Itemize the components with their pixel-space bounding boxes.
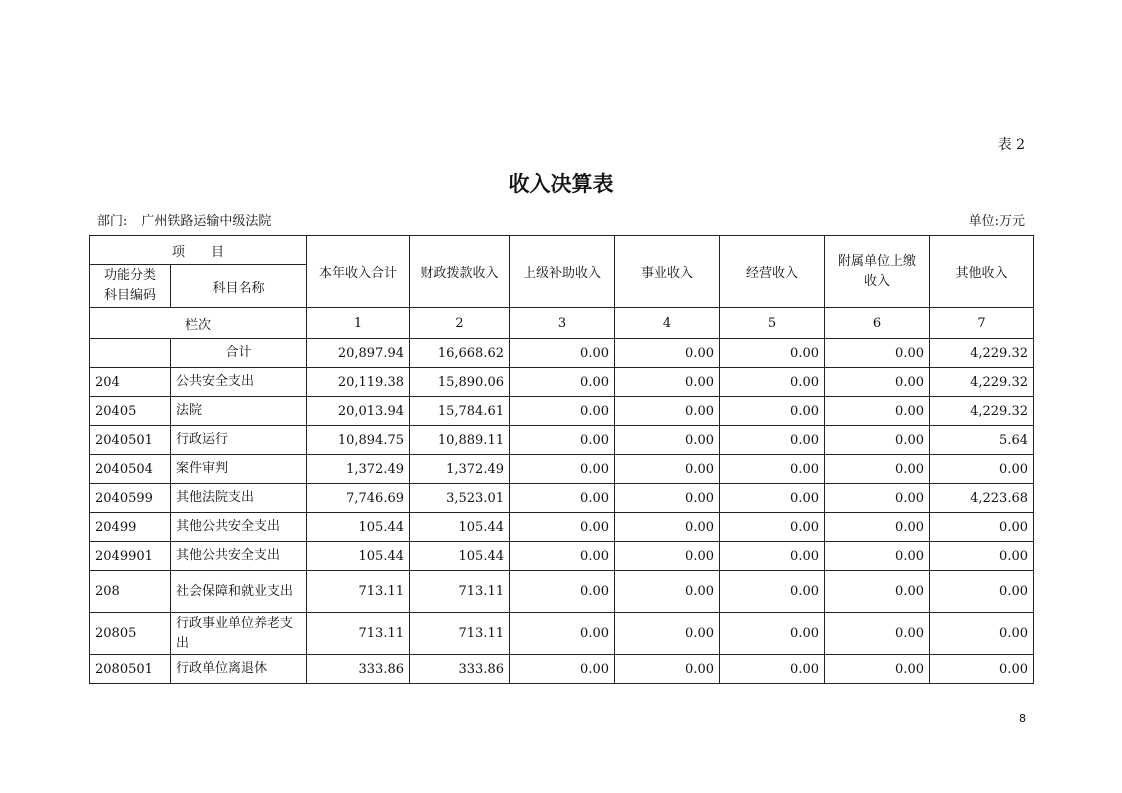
row-name: 行政事业单位养老支出 xyxy=(171,613,307,655)
row-value-col-1: 10,894.75 xyxy=(307,426,410,455)
row-value-col-7: 0.00 xyxy=(930,542,1034,571)
row-name: 社会保障和就业支出 xyxy=(171,571,307,613)
row-value-col-5: 0.00 xyxy=(720,426,825,455)
row-value-col-5: 0.00 xyxy=(720,613,825,655)
row-value-col-2: 16,668.62 xyxy=(410,339,510,368)
row-value-col-1: 7,746.69 xyxy=(307,484,410,513)
header-code: 功能分类 科目编码 xyxy=(90,265,171,308)
row-value-col-4: 0.00 xyxy=(615,426,720,455)
row-value-col-4: 0.00 xyxy=(615,571,720,613)
row-value-col-3: 0.00 xyxy=(510,542,615,571)
row-value-col-3: 0.00 xyxy=(510,426,615,455)
row-value-col-2: 3,523.01 xyxy=(410,484,510,513)
row-value-col-3: 0.00 xyxy=(510,368,615,397)
table-row xyxy=(90,339,1034,368)
row-value-col-3: 0.00 xyxy=(510,397,615,426)
row-value-col-4: 0.00 xyxy=(615,542,720,571)
table-row xyxy=(90,455,1034,484)
row-value-col-6: 0.00 xyxy=(825,397,930,426)
table-row xyxy=(90,426,1034,455)
row-name: 公共安全支出 xyxy=(171,368,307,397)
rowno-1: 1 xyxy=(307,308,410,339)
row-value-col-4: 0.00 xyxy=(615,397,720,426)
row-value-col-1: 105.44 xyxy=(307,513,410,542)
row-value-col-2: 105.44 xyxy=(410,513,510,542)
row-value-col-4: 0.00 xyxy=(615,484,720,513)
row-code: 2040504 xyxy=(90,455,171,484)
table-number: 表 2 xyxy=(997,137,1025,153)
row-value-col-2: 713.11 xyxy=(410,613,510,655)
row-value-col-7: 0.00 xyxy=(930,513,1034,542)
table-row xyxy=(90,397,1034,426)
header-col-5: 经营收入 xyxy=(720,236,825,308)
row-value-col-6: 0.00 xyxy=(825,426,930,455)
header-col-3: 上级补助收入 xyxy=(510,236,615,308)
row-value-col-2: 1,372.49 xyxy=(410,455,510,484)
row-name: 行政运行 xyxy=(171,426,307,455)
department-name: 广州铁路运输中级法院 xyxy=(141,214,272,229)
row-value-col-7: 0.00 xyxy=(930,655,1034,684)
row-value-col-7: 5.64 xyxy=(930,426,1034,455)
row-code: 20805 xyxy=(90,613,171,655)
row-name: 合计 xyxy=(171,339,307,368)
row-value-col-5: 0.00 xyxy=(720,455,825,484)
row-value-col-5: 0.00 xyxy=(720,655,825,684)
table-row xyxy=(90,513,1034,542)
row-value-col-1: 1,372.49 xyxy=(307,455,410,484)
row-value-col-1: 105.44 xyxy=(307,542,410,571)
row-value-col-7: 0.00 xyxy=(930,613,1034,655)
row-value-col-7: 0.00 xyxy=(930,571,1034,613)
row-value-col-2: 333.86 xyxy=(410,655,510,684)
row-value-col-6: 0.00 xyxy=(825,513,930,542)
row-name: 法院 xyxy=(171,397,307,426)
row-value-col-7: 0.00 xyxy=(930,455,1034,484)
row-value-col-1: 713.11 xyxy=(307,571,410,613)
row-value-col-5: 0.00 xyxy=(720,484,825,513)
row-name: 案件审判 xyxy=(171,455,307,484)
row-value-col-5: 0.00 xyxy=(720,368,825,397)
row-value-col-4: 0.00 xyxy=(615,613,720,655)
rowno-2: 2 xyxy=(410,308,510,339)
row-value-col-6: 0.00 xyxy=(825,655,930,684)
table-row xyxy=(90,368,1034,397)
row-code: 2049901 xyxy=(90,542,171,571)
row-code: 20499 xyxy=(90,513,171,542)
row-value-col-3: 0.00 xyxy=(510,513,615,542)
rowno-3: 3 xyxy=(510,308,615,339)
page-number: 8 xyxy=(1019,712,1026,725)
income-table xyxy=(89,235,1034,684)
table-row xyxy=(90,542,1034,571)
row-value-col-2: 10,889.11 xyxy=(410,426,510,455)
row-value-col-7: 4,229.32 xyxy=(930,397,1034,426)
row-value-col-5: 0.00 xyxy=(720,397,825,426)
header-col-6: 附属单位上缴 收入 xyxy=(825,236,930,308)
row-code: 2040501 xyxy=(90,426,171,455)
row-value-col-4: 0.00 xyxy=(615,655,720,684)
row-code: 2040599 xyxy=(90,484,171,513)
report-title: 收入决算表 xyxy=(508,172,614,196)
row-code: 204 xyxy=(90,368,171,397)
row-value-col-5: 0.00 xyxy=(720,542,825,571)
header-name: 科目名称 xyxy=(171,265,307,308)
row-value-col-6: 0.00 xyxy=(825,484,930,513)
row-code: 208 xyxy=(90,571,171,613)
row-value-col-6: 0.00 xyxy=(825,455,930,484)
row-value-col-3: 0.00 xyxy=(510,484,615,513)
row-value-col-5: 0.00 xyxy=(720,513,825,542)
row-value-col-3: 0.00 xyxy=(510,613,615,655)
row-value-col-6: 0.00 xyxy=(825,613,930,655)
row-value-col-3: 0.00 xyxy=(510,571,615,613)
table-row xyxy=(90,484,1034,513)
row-name: 行政单位离退休 xyxy=(171,655,307,684)
row-value-col-6: 0.00 xyxy=(825,571,930,613)
row-value-col-5: 0.00 xyxy=(720,339,825,368)
row-value-col-1: 333.86 xyxy=(307,655,410,684)
row-value-col-7: 4,229.32 xyxy=(930,368,1034,397)
row-code xyxy=(90,339,171,368)
header-col-7: 其他收入 xyxy=(930,236,1034,308)
table-row xyxy=(90,613,1034,655)
row-code: 20405 xyxy=(90,397,171,426)
department-line xyxy=(97,210,285,229)
rowno-5: 5 xyxy=(720,308,825,339)
header-item: 项 目 xyxy=(90,236,307,265)
row-value-col-4: 0.00 xyxy=(615,368,720,397)
row-value-col-6: 0.00 xyxy=(825,368,930,397)
row-value-col-4: 0.00 xyxy=(615,455,720,484)
row-value-col-3: 0.00 xyxy=(510,339,615,368)
row-value-col-1: 713.11 xyxy=(307,613,410,655)
rowno-7: 7 xyxy=(930,308,1034,339)
row-value-col-1: 20,013.94 xyxy=(307,397,410,426)
row-value-col-6: 0.00 xyxy=(825,542,930,571)
table-row xyxy=(90,571,1034,613)
row-value-col-2: 15,784.61 xyxy=(410,397,510,426)
row-value-col-5: 0.00 xyxy=(720,571,825,613)
row-value-col-2: 713.11 xyxy=(410,571,510,613)
header-col-1: 本年收入合计 xyxy=(307,236,410,308)
header-rowno-label: 栏次 xyxy=(90,308,307,339)
header-col-2: 财政拨款收入 xyxy=(410,236,510,308)
row-name: 其他公共安全支出 xyxy=(171,542,307,571)
row-value-col-4: 0.00 xyxy=(615,339,720,368)
row-value-col-7: 4,223.68 xyxy=(930,484,1034,513)
rowno-6: 6 xyxy=(825,308,930,339)
row-value-col-2: 105.44 xyxy=(410,542,510,571)
row-value-col-1: 20,897.94 xyxy=(307,339,410,368)
row-value-col-4: 0.00 xyxy=(615,513,720,542)
header-col-4: 事业收入 xyxy=(615,236,720,308)
table-row xyxy=(90,655,1034,684)
row-value-col-7: 4,229.32 xyxy=(930,339,1034,368)
unit-label: 单位:万元 xyxy=(968,214,1025,229)
row-value-col-3: 0.00 xyxy=(510,655,615,684)
row-value-col-3: 0.00 xyxy=(510,455,615,484)
row-name: 其他公共安全支出 xyxy=(171,513,307,542)
row-name: 其他法院支出 xyxy=(171,484,307,513)
department-label: 部门: xyxy=(97,214,128,229)
row-value-col-1: 20,119.38 xyxy=(307,368,410,397)
row-value-col-2: 15,890.06 xyxy=(410,368,510,397)
rowno-4: 4 xyxy=(615,308,720,339)
row-code: 2080501 xyxy=(90,655,171,684)
row-value-col-6: 0.00 xyxy=(825,339,930,368)
